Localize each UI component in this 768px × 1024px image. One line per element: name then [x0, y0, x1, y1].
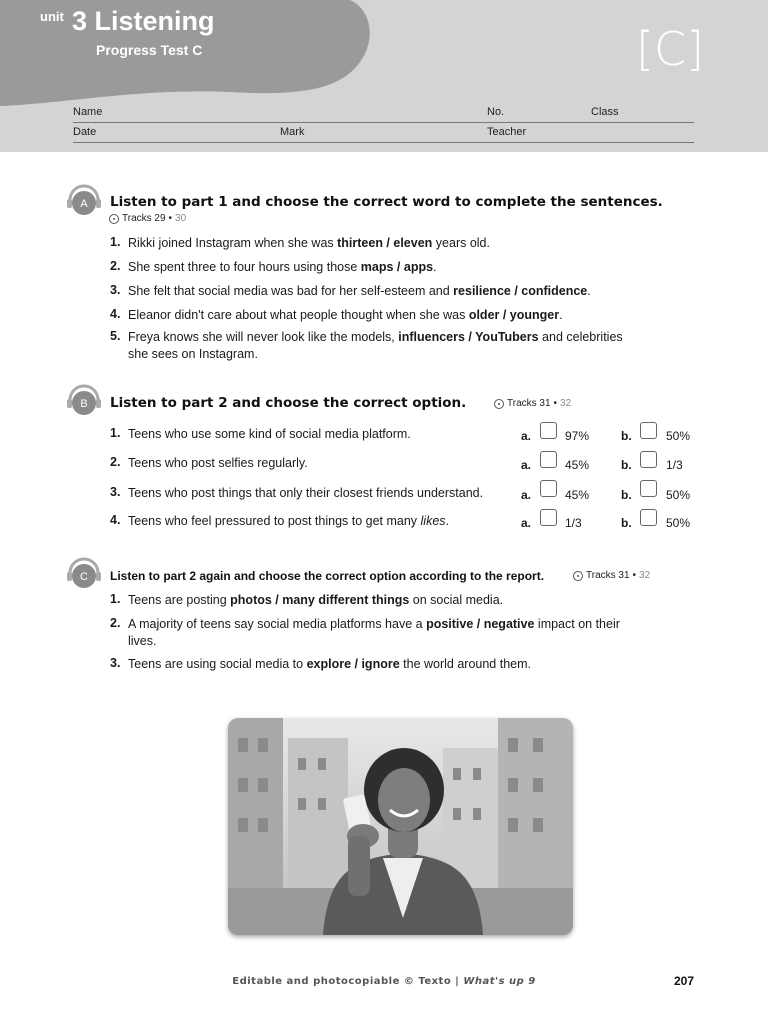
item-number: 2.	[110, 455, 121, 469]
option-b-value: 50%	[666, 429, 691, 443]
choice-options[interactable]: resilience / confidence	[453, 284, 588, 298]
tracks-separator: •	[168, 213, 173, 224]
item-number: 5.	[110, 329, 121, 343]
option-b-checkbox[interactable]	[640, 422, 657, 439]
form-line	[73, 122, 694, 123]
section-letter: B	[80, 398, 88, 410]
choice-options[interactable]: positive / negative	[426, 617, 535, 631]
test-subtitle: Progress Test C	[96, 42, 203, 58]
number-field-label: No.	[487, 106, 505, 118]
option-a-value: 45%	[565, 488, 590, 502]
tracks-label	[573, 570, 650, 581]
section-letter: A	[80, 198, 88, 210]
choice-options[interactable]: older / younger	[468, 308, 560, 322]
option-a-label: a.	[521, 429, 532, 443]
question-item: Eleanor didn't care about what people thought when she was older / younger.	[128, 308, 563, 322]
teacher-field-label: Teacher	[487, 126, 527, 138]
class-field-label: Class	[591, 106, 619, 118]
question-item: Teens who post things that only their closest friends understand.	[128, 486, 484, 500]
page-number: 207	[674, 974, 695, 988]
tracks-text: Tracks 31	[507, 398, 551, 409]
option-b-checkbox[interactable]	[640, 480, 657, 497]
item-number: 4.	[110, 307, 121, 321]
option-a-value: 97%	[565, 429, 590, 443]
headphones-icon	[66, 555, 102, 591]
option-a-label: a.	[521, 488, 532, 502]
tracks-text: Tracks 29	[122, 213, 166, 224]
option-a-value: 1/3	[565, 516, 582, 530]
mark-field-label: Mark	[280, 126, 305, 138]
footer-copyright: Editable and photocopiable © Texto | What's up 9	[232, 976, 536, 987]
option-a-label: a.	[521, 516, 532, 530]
headphones-icon	[66, 182, 102, 218]
item-number: 4.	[110, 513, 121, 527]
tracks-separator: •	[632, 570, 637, 581]
question-item: Teens are posting photos / many different things on social media.	[128, 593, 504, 607]
section-b-title: Listen to part 2 and choose the correct option.	[110, 395, 467, 411]
item-number: 3.	[110, 656, 121, 670]
question-item: Freya knows she will never look like the models, influencers / YouTubers and celebrities she sees on Instagram.	[128, 330, 623, 361]
tracks-separator: •	[553, 398, 558, 409]
cd-icon	[109, 214, 119, 224]
option-b-value: 50%	[666, 516, 691, 530]
question-item: Teens who post selfies regularly.	[128, 456, 308, 470]
date-field-label: Date	[73, 126, 97, 138]
form-line	[73, 142, 694, 143]
choice-options[interactable]: influencers / YouTubers	[398, 330, 539, 344]
section-letter: C	[80, 571, 88, 583]
question-item: Rikki joined Instagram when she was thirteen / eleven years old.	[128, 236, 490, 250]
option-b-label: b.	[621, 488, 632, 502]
item-number: 3.	[110, 485, 121, 499]
option-a-checkbox[interactable]	[540, 480, 557, 497]
tracks-label	[109, 213, 186, 224]
item-number: 1.	[110, 592, 121, 606]
unit-title: 3 Listening	[72, 6, 215, 36]
question-item: Teens who use some kind of social media platform.	[128, 427, 411, 441]
choice-options[interactable]: maps / apps	[360, 260, 434, 274]
section-c-title: Listen to part 2 again and choose the correct option according to the report.	[110, 569, 545, 583]
option-b-label: b.	[621, 429, 632, 443]
tracks-label	[494, 398, 571, 409]
item-number: 2.	[110, 259, 121, 273]
question-item: She felt that social media was bad for her self-esteem and resilience / confidence.	[128, 284, 591, 298]
question-item: Teens who feel pressured to post things to get many likes.	[128, 514, 450, 528]
section-a-title: Listen to part 1 and choose the correct word to complete the sentences.	[110, 194, 663, 210]
option-b-value: 50%	[666, 488, 691, 502]
question-item: Teens are using social media to explore / ignore the world around them.	[128, 657, 531, 671]
question-item: She spent three to four hours using those maps / apps.	[128, 260, 437, 274]
option-a-checkbox[interactable]	[540, 509, 557, 526]
item-number: 2.	[110, 616, 121, 630]
tracks-text: Tracks 31	[586, 570, 630, 581]
choice-options[interactable]: explore / ignore	[306, 657, 400, 671]
option-b-label: b.	[621, 516, 632, 530]
item-number: 1.	[110, 235, 121, 249]
tracks-extra: 32	[560, 398, 572, 409]
option-a-label: a.	[521, 458, 532, 472]
option-a-checkbox[interactable]	[540, 451, 557, 468]
cd-icon	[573, 571, 583, 581]
unit-label: unit	[40, 9, 64, 24]
option-b-checkbox[interactable]	[640, 451, 657, 468]
option-b-checkbox[interactable]	[640, 509, 657, 526]
teen-with-phone-photo	[228, 718, 573, 935]
item-number: 3.	[110, 283, 121, 297]
option-a-checkbox[interactable]	[540, 422, 557, 439]
headphones-icon	[66, 382, 102, 418]
question-item: A majority of teens say social media platforms have a positive / negative impact on their lives.	[128, 617, 620, 648]
photo-illustration	[228, 718, 573, 935]
choice-options[interactable]: photos / many different things	[230, 593, 410, 607]
name-field-label: Name	[73, 106, 103, 118]
item-number: 1.	[110, 426, 121, 440]
option-a-value: 45%	[565, 458, 590, 472]
test-version-badge: [C]	[636, 22, 705, 76]
tracks-extra: 30	[175, 213, 187, 224]
tracks-extra: 32	[639, 570, 651, 581]
cd-icon	[494, 399, 504, 409]
option-b-label: b.	[621, 458, 632, 472]
option-b-value: 1/3	[666, 458, 683, 472]
choice-options[interactable]: thirteen / eleven	[337, 236, 433, 250]
